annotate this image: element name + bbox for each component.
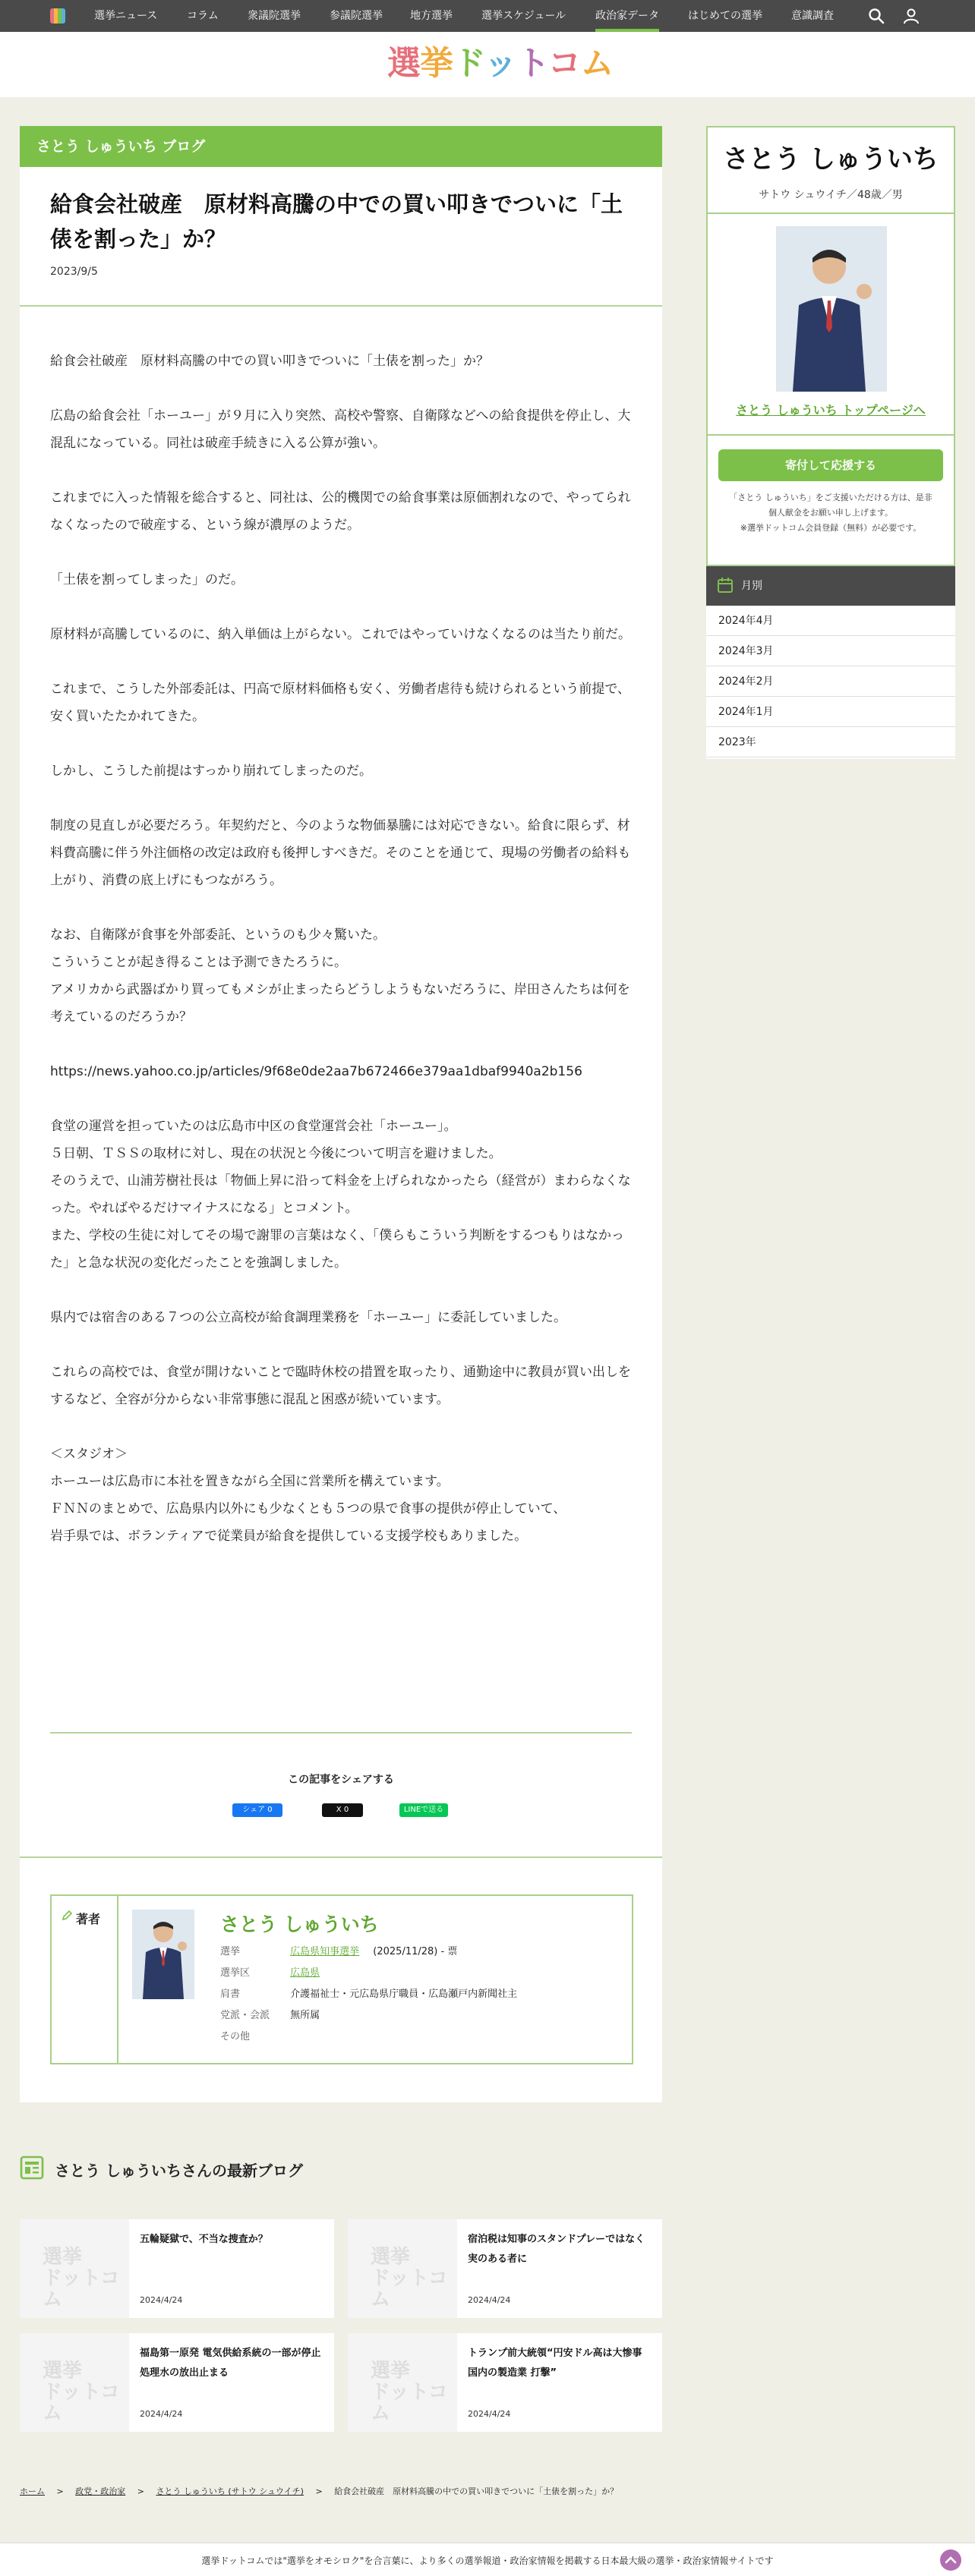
nav-item-politician-data[interactable]: 政治家データ [595,0,659,32]
blog-card[interactable] [348,2219,662,2318]
row-key: 肩書 [220,1989,241,2000]
election-link[interactable]: 広島県知事選挙 [290,1946,360,1957]
blog-thumbnail [20,2219,129,2318]
paragraph: しかし、こうした前提はすっかり崩れてしまったのだ。 [50,764,372,779]
month-link[interactable]: 2024年2月 [706,666,955,697]
footer-bar [0,2543,975,2576]
paragraph: 原材料が高騰しているのに、納入単価は上がらない。これではやっていけなくなるのは当たり前だ。 [50,627,631,642]
donate-note: 「さとう しゅういち」をご支援いただける方は、是非 個人献金をお願い申し上げます。 ※選挙ドットコム会員登録（無料）が必要です。 [729,493,932,533]
politician-photo [776,226,887,392]
paragraph: 広島の給食会社「ホーユー」が９月に入り突然、高校や警察、自衛隊などへの給食提供を停止し、大混乱になっている。同社は破産手続きに入る公算が強い。 [50,408,631,451]
blog-thumbnail [348,2333,457,2432]
thumbnail-logo-text: 選挙 ドットコム [371,2360,448,2425]
row-value: 無所属 [290,2010,320,2021]
paragraph: 給食会社破産 原材料高騰の中での買い叩きでついに「土俵を割った」か？ [50,354,489,369]
author-avatar[interactable] [132,1910,194,1999]
row-value: 介護福祉士・元広島県庁職員・広島瀬戸内新聞社主 [290,1989,518,2000]
share-title: この記事をシェアする [288,1774,394,1786]
facebook-share-button[interactable]: シェア 0 [232,1803,282,1817]
site-logo[interactable]: 選挙ドットコム [387,44,614,83]
row-key: その他 [220,2031,251,2042]
monthly-archive-title: 月別 [741,580,762,592]
footer-text: 選挙ドットコムでは"選挙をオモシロク"を合言葉に、より多くの選挙報道・政治家情報を掲載する日本最大級の選挙・政治家情報サイトです [201,2556,774,2566]
paragraph: 県内では宿舎のある７つの公立高校が給食調理業務を「ホーユー」に委託していました。 [50,1310,566,1325]
divider [708,434,954,436]
nav-item-schedule[interactable]: 選挙スケジュール [481,10,566,22]
thumbnail-logo-text: 選挙 ドットコム [43,2246,120,2311]
author-row-election [220,1941,517,1963]
nav-item-shugiin[interactable]: 衆議院選挙 [248,10,301,22]
paragraph: これまで、こうした外部委託は、円高で原材料価格も安く、労働者虐待も続けられるという前提で、安く買いたたかれてきた。 [50,682,630,724]
monthly-archive-header [706,566,955,606]
top-nav [0,0,975,32]
blog-thumbnail [348,2219,457,2318]
author-row-title [220,1984,517,2005]
author-details [220,1941,517,2048]
row-key: 選挙区 [220,1967,251,1979]
blog-card-title[interactable]: 福島第一原発 電気供給系統の一部が停止 処理水の放出止まる [140,2348,321,2379]
divider [20,305,662,307]
paragraph: なお、自衛隊が食事を外部委託、というのも少々驚いた。 こういうことが起き得ることは予測できたろうに。 アメリカから武器ばかり買ってもメシが止まったらどうしようもないだろうに、岸田さんたちは何を考えているのだろうか？ [50,927,630,1025]
nav-item-sangiin[interactable]: 参議院選挙 [330,10,383,22]
author-row-other [220,2026,517,2048]
author-name[interactable]: さとう しゅういち [220,1913,379,1935]
blog-card-title[interactable]: 五輪疑獄で、不当な捜査か？ [140,2234,268,2245]
breadcrumb-parties[interactable]: 政党・政治家 [75,2486,126,2496]
author-label-cell [52,1896,118,2063]
blog-card-title[interactable]: 宿泊税は知事のスタンドプレーではなく実のある者に [468,2234,645,2265]
site-mini-logo-icon[interactable] [50,8,65,24]
article-date: 2023/9/5 [50,266,98,278]
blog-thumbnail [20,2333,129,2432]
author-row-party [220,2005,517,2026]
author-label: 著者 [76,1912,101,1926]
paragraph: 食堂の運営を担っていたのは広島市中区の食堂運営会社「ホーユー」。 ５日朝、ＴＳＳの取材に対し、現在の状況と今後について明言を避けました。 そのうえで、山浦芳樹社長は「物価上昇に沿って料金を上げられなかったら（経営が）まわらなくなった。やればやるだけマイナスになる」とコメント。 また、学校の生徒に対してその場で謝罪の言葉はなく、「僕らもこういう判断をするつもりはなかった」と急な状況の変化だったことを強調しました。 [50,1119,631,1271]
politician-name: さとう しゅういち [723,144,939,175]
blog-card-date: 2024/4/24 [140,2295,183,2305]
back-to-top-button[interactable] [940,2549,961,2571]
breadcrumb-home[interactable]: ホーム [20,2486,45,2496]
author-box [50,1894,633,2064]
blog-card-date: 2024/4/24 [468,2409,511,2419]
calendar-icon [717,577,734,594]
divider [50,1732,632,1734]
paragraph: 制度の見直しが必要だろう。年契約だと、今のような物価暴騰には対応できない。給食に限らず、材料費高騰に伴う外注価格の改定は政府も後押しすべきだ。そのことを通じて、現場の労働者の給料も上がり、消費の底上げにもつながろう。 [50,818,631,888]
divider [708,213,954,214]
blog-list-icon [20,2156,44,2180]
paragraph: これまでに入った情報を総合すると、同社は、公的機関での給食事業は原価割れなので、やってられなくなったので破産する、という線が濃厚のようだ。 [50,490,631,533]
month-link[interactable]: 2024年1月 [706,697,955,727]
nav-item-local-election[interactable]: 地方選挙 [410,10,453,22]
month-link[interactable]: 2024年3月 [706,636,955,666]
nav-item-first-election[interactable]: はじめての選挙 [688,10,762,22]
month-link[interactable]: 2024年4月 [706,606,955,636]
politician-kana: サトウ シュウイチ／48歳／男 [759,189,903,201]
pencil-icon [61,1910,73,1922]
blog-label: さとう しゅういち ブログ [20,126,662,167]
blog-card-date: 2024/4/24 [468,2295,511,2305]
election-date: (2025/11/28) - 票 [373,1946,458,1957]
paragraph: ＜スタジオ＞ ホーユーは広島市に本社を置きながら全国に営業所を構えています。 ＦＮＮのまとめで、広島県内以外にも少なくとも５つの県で食事の提供が停止していて、 岩手県では、ボランティアで従業員が給食を提供している支援学校もありました。 [50,1447,566,1544]
author-row-district [220,1963,517,1984]
search-icon[interactable] [867,7,885,25]
divider [20,1856,662,1858]
nav-item-survey[interactable]: 意識調査 [791,10,834,22]
thumbnail-logo-text: 選挙 ドットコム [43,2360,120,2425]
article-card [20,126,662,2102]
politician-top-page-link[interactable]: さとう しゅういち トップページへ [736,403,926,417]
row-key: 選挙 [220,1946,241,1957]
breadcrumb-separator: > [315,2486,323,2496]
monthly-archive [706,566,955,759]
article-title: 給食会社破産 原材料高騰の中での買い叩きでついに「土俵を割った」か？ [50,191,623,252]
user-icon[interactable] [902,7,920,25]
blog-card-date: 2024/4/24 [140,2409,183,2419]
row-key: 党派・会派 [220,2010,270,2021]
blog-card[interactable] [20,2333,334,2432]
paragraph: これらの高校では、食堂が開けないことで臨時休校の措置を取ったり、通勤途中に教員が買い出しをするなど、全容が分からない非常事態に混乱と困惑が続いています。 [50,1365,631,1407]
blog-card-title[interactable]: トランプ前大統領“円安ドル高は大惨事 国内の製造業 打撃” [468,2348,642,2379]
breadcrumb [20,2485,618,2497]
month-link[interactable]: 2023年 [706,727,955,757]
breadcrumb-separator: > [56,2486,64,2496]
district-link[interactable]: 広島県 [290,1967,320,1979]
chevron-up-icon [940,2549,961,2571]
nav-item-column[interactable]: コラム [187,10,219,22]
site-header [0,32,975,97]
x-share-button[interactable]: X 0 [322,1803,363,1817]
latest-blogs-title: さとう しゅういちさんの最新ブログ [55,2162,303,2180]
donate-button[interactable]: 寄付して応援する [718,449,943,481]
blog-card[interactable] [348,2333,662,2432]
sidebar-profile [706,126,955,566]
breadcrumb-current: 給食会社破産 原材料高騰の中での買い叩きでついに「土俵を割った」か？ [334,2486,619,2496]
nav-item-news[interactable]: 選挙ニュース [94,10,158,22]
paragraph: 「土俵を割ってしまった」のだ。 [50,572,244,587]
article-link[interactable]: https://news.yahoo.co.jp/articles/9f68e0de2aa7b672466e379aa1dbaf9940a2b156 [50,1064,582,1079]
article-body [50,348,642,1577]
breadcrumb-politician[interactable]: さとう しゅういち (サトウ シュウイチ) [156,2486,304,2496]
breadcrumb-separator: > [137,2486,144,2496]
blog-card[interactable] [20,2219,334,2318]
line-share-button[interactable]: LINEで送る [399,1803,448,1817]
thumbnail-logo-text: 選挙 ドットコム [371,2246,448,2311]
